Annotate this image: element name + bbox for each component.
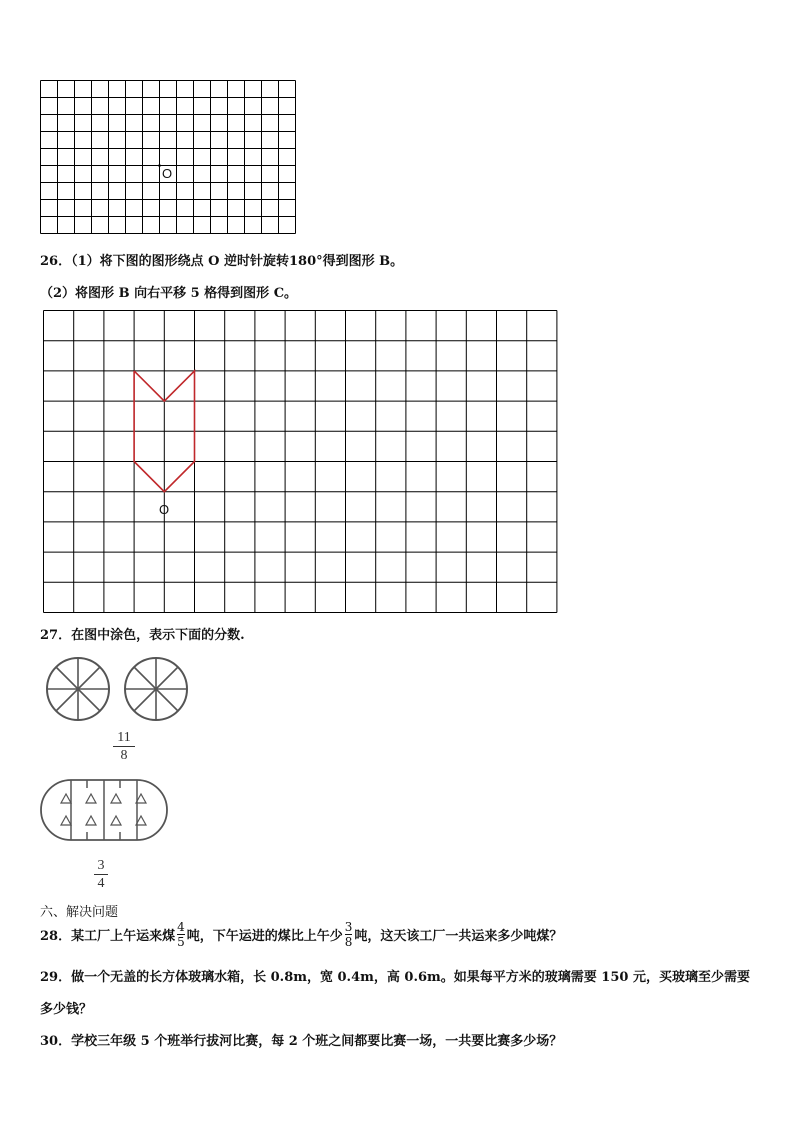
fraction-denominator: 8 [344, 935, 353, 949]
q29-line2: 多少钱？ [40, 1002, 93, 1017]
q27-text: 27．在图中涂色，表示下面的分数. [40, 628, 245, 643]
grid-2 [43, 310, 559, 614]
q26-line1: 26．（1）将下图的图形绕点 O 逆时针旋转180°得到图形 B。 [40, 254, 404, 269]
point-o-dot [158, 164, 161, 167]
fraction-numerator: 11 [117, 730, 131, 745]
q29-line1: 29．做一个无盖的长方体玻璃水箱，长 0.8m，宽 0.4m，高 0.6m。如果每平方米的玻璃需要 150 元，买玻璃至少需要 [40, 970, 750, 985]
grid-1 [40, 80, 300, 236]
triangle-mark [111, 794, 121, 803]
fraction-denominator: 4 [97, 876, 105, 891]
stadium-shape [46, 779, 162, 841]
triangle-mark [111, 816, 121, 825]
q28-fraction-1 [177, 921, 185, 948]
fraction-bar [113, 746, 135, 747]
circle-2 [123, 656, 189, 722]
q30-text: 30．学校三年级 5 个班举行拔河比赛，每 2 个班之间都要比赛一场，一共要比赛多少场？ [40, 1034, 563, 1049]
triangle-mark [61, 816, 71, 825]
q28-part2: 吨，下午运进的煤比上午少 [186, 929, 343, 944]
fraction-numerator: 3 [344, 920, 353, 934]
fraction-denominator: 5 [177, 935, 185, 949]
q28-part1: 28．某工厂上午运来煤 [40, 929, 176, 944]
triangle-mark [86, 816, 96, 825]
grid-2-point-label: O [159, 502, 170, 517]
q28-part3: 吨，这天该工厂一共运来多少吨煤？ [354, 929, 563, 944]
q28 [40, 921, 562, 948]
fraction-bar [94, 874, 108, 875]
fraction-numerator: 3 [97, 858, 105, 873]
grid-1-point-label: O [162, 166, 173, 181]
fraction-numerator: 4 [177, 920, 185, 934]
fraction-11-8 [113, 730, 135, 763]
fraction-3-4 [94, 858, 108, 891]
fraction-denominator: 8 [120, 748, 128, 763]
q26-line2: （2）将图形 B 向右平移 5 格得到图形 C。 [40, 286, 298, 301]
section-6-title: 六、解决问题 [40, 905, 119, 920]
triangle-mark [86, 794, 96, 803]
circle-1 [45, 656, 111, 722]
triangle-mark [61, 794, 71, 803]
q28-fraction-2 [345, 921, 353, 948]
